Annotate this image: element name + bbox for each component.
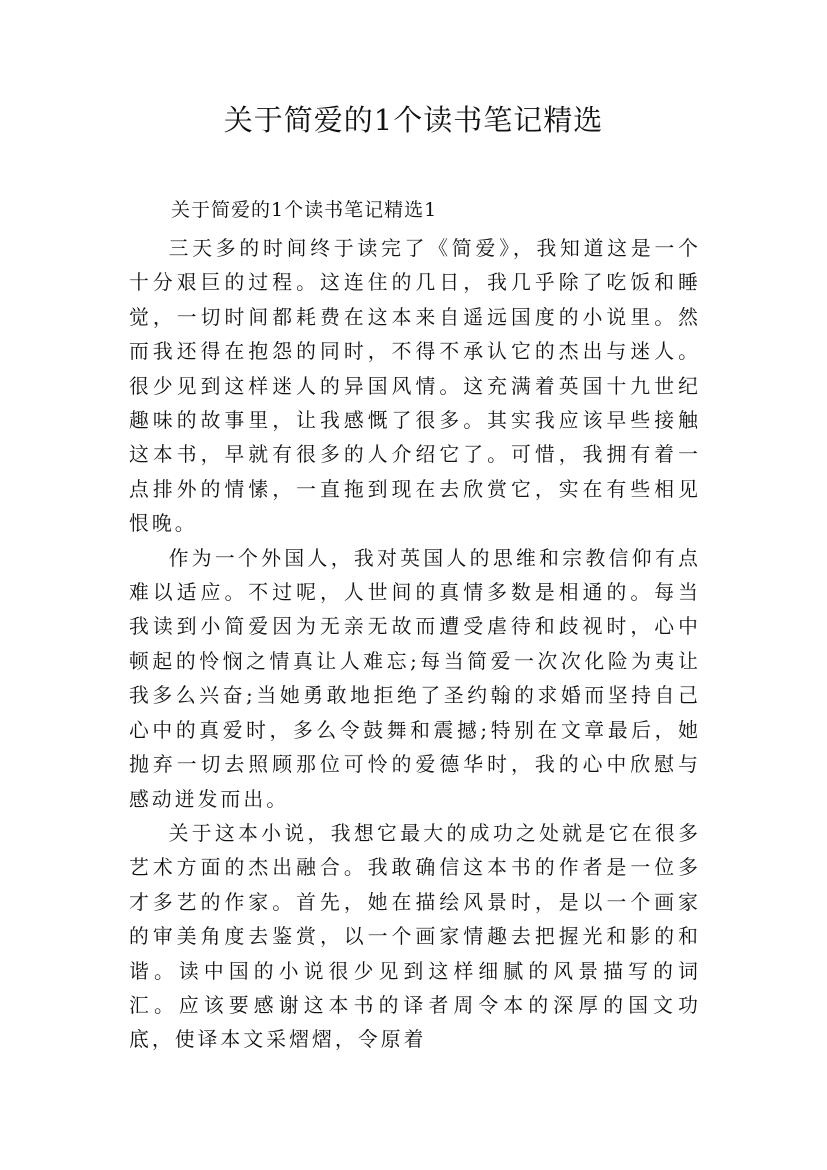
paragraph-2: 作为一个外国人，我对英国人的思维和宗教信仰有点难以适应。不过呢，人世间的真情多数是相通的。每当我读到小简爱因为无亲无故而遭受虐待和歧视时，心中顿起的怜悯之情真让人难忘;每当简爱一次次化险为夷让我多么兴奋;当她勇敢地拒绝了圣约翰的求婚而坚持自己心中的真爱时，多么令鼓舞和震撼;特别在文章最后，她抛弃一切去照顾那位可怜的爱德华时，我的心中欣慰与感动迸发而出。	[129, 546, 701, 811]
section-heading: 关于简爱的1个读书笔记精选1	[171, 199, 438, 221]
body-text	[129, 232, 701, 1058]
paragraph-1: 三天多的时间终于读完了《简爱》，我知道这是一个十分艰巨的过程。这连住的几日，我几乎除了吃饭和睡觉，一切时间都耗费在这本来自遥远国度的小说里。然而我还得在抱怨的同时，不得不承认它的杰出与迷人。很少见到这样迷人的异国风情。这充满着英国十九世纪趣味的故事里，让我感慨了很多。其实我应该早些接触这本书，早就有很多的人介绍它了。可惜，我拥有着一点排外的情愫，一直拖到现在去欣赏它，实在有些相见恨晚。	[129, 237, 701, 536]
document-title: 关于简爱的1个读书笔记精选	[223, 103, 604, 137]
paragraph-3: 关于这本小说，我想它最大的成功之处就是它在很多艺术方面的杰出融合。我敢确信这本书的作者是一位多才多艺的作家。首先，她在描绘风景时，是以一个画家的审美角度去鉴赏，以一个画家情趣去把握光和影的和谐。读中国的小说很少见到这样细腻的风景描写的词汇。应该要感谢这本书的译者周令本的深厚的国文功底，使译本文采熠熠，令原着	[129, 821, 701, 1052]
